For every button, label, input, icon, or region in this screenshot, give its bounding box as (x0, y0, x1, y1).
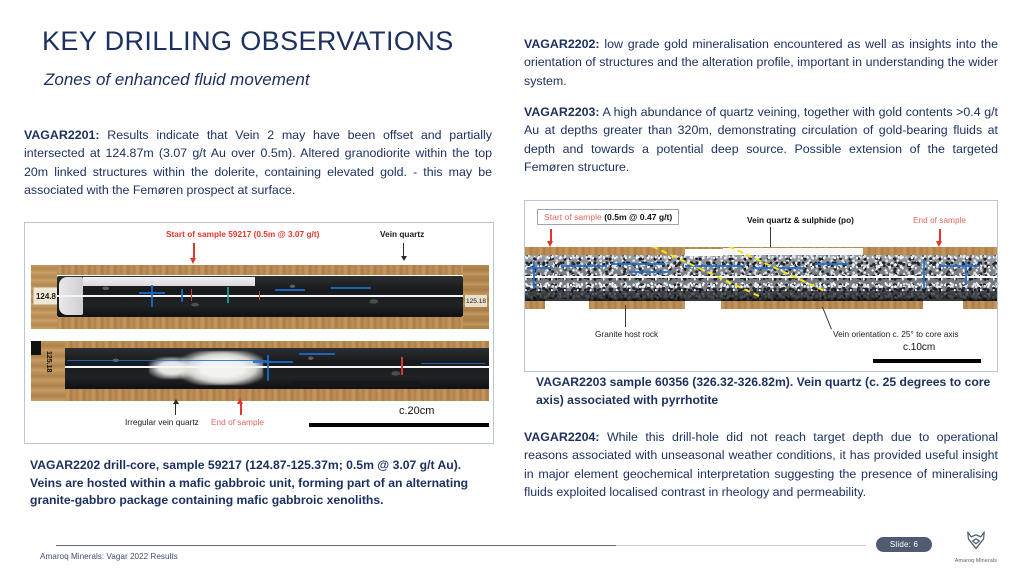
label-vagar2203: VAGAR2203: (524, 105, 600, 119)
right-drillcore-figure (524, 200, 998, 372)
granite-host-rock-leader-line (625, 305, 626, 327)
label-vagar2202: VAGAR2202: (524, 37, 600, 51)
start-arrow-head-icon (190, 258, 196, 264)
right-start-of-sample-value: (0.5m @ 0.47 g/t) (604, 212, 673, 222)
vein-quartz-arrow-head-icon (401, 256, 407, 261)
left-drillcore-figure (24, 222, 494, 444)
right-start-of-sample-label: Start of sample (544, 212, 602, 222)
text-vagar2204: While this drill-hole did not reach target depth due to operational reasons associated with unseasonal weather conditions, it has provided useful insight in major element geochemical interpretation suggesting the presence of mineralising fluids exploited localised contrast in rheology and permeability. (524, 430, 998, 500)
vein-orientation-leader-line (822, 307, 832, 330)
vein-quartz-arrow-stem (403, 243, 404, 257)
footer-source-text: Amaroq Minerals: Vagar 2022 Results (40, 552, 178, 561)
paragraph-vagar2202 (524, 35, 998, 90)
right-core-strip (525, 247, 998, 309)
label-vagar2204: VAGAR2204: (524, 430, 600, 444)
slide-number-badge: Slide: 6 (876, 537, 932, 552)
left-core-tray-bottom (31, 341, 489, 401)
start-arrow-stem (193, 243, 195, 259)
right-annotation-vein-orientation: Vein orientation c. 25° to core axis (833, 329, 959, 339)
text-vagar2203: A high abundance of quartz veining, together with gold contents >0.4 g/t Au at depths greater than 320m, demonstrating circulation of gold-bearing fluids at depth and towards a potential deep source. Possible extension of the targeted Femøren structure. (524, 105, 998, 175)
right-annotation-end-of-sample: End of sample (913, 215, 967, 225)
right-scale-label: c.10cm (903, 342, 936, 353)
left-core-tray-top (31, 265, 489, 329)
right-annotation-vein-quartz-sulphide: Vein quartz & sulphide (po) (747, 215, 854, 225)
end-of-sample-arrow-stem (240, 403, 242, 415)
left-annotation-irregular-vein-quartz: Irregular vein quartz (125, 417, 199, 427)
left-core-depth-tag-start: 124.8 (33, 287, 59, 305)
label-vagar2201: VAGAR2201: (24, 128, 100, 142)
right-annotation-granite-host-rock: Granite host rock (595, 329, 659, 339)
amaroq-logo (948, 530, 1004, 564)
irregular-quartz-arrow-stem (175, 403, 176, 415)
footer-rule-left (56, 545, 616, 546)
right-scale-bar (873, 359, 981, 363)
fox-head-logo-icon (965, 530, 987, 552)
paragraph-vagar2204 (524, 428, 998, 501)
logo-company-name: Amaroq Minerals (954, 558, 998, 564)
left-scale-label: c.20cm (399, 405, 435, 417)
left-scale-bar (309, 423, 489, 427)
paragraph-vagar2201 (24, 126, 492, 199)
irregular-quartz-arrow-head-icon (173, 399, 179, 404)
right-figure-caption: VAGAR2203 sample 60356 (326.32-326.82m). Vein quartz (c. 25 degrees to core axis) associated with pyrrhotite (536, 375, 991, 407)
left-core-depth-tag-end: 125.18 (465, 295, 487, 307)
left-annotation-end-of-sample: End of sample (211, 417, 265, 427)
footer-rule-right (616, 545, 866, 546)
bottom-tray-depth-tag: 125.18 (45, 351, 52, 373)
text-vagar2202: low grade gold mineralisation encountered as well as insights into the orientation of structures and the alteration profile, important in understanding the wider system. (524, 37, 998, 88)
paragraph-vagar2203 (524, 103, 998, 176)
text-vagar2201: Results indicate that Vein 2 may have been offset and partially intersected at 124.87m (3.07 g/t Au over 0.5m). Altered granodiorite within the top 20m linked structures within the dolerite, containing elevated gold. - this may be associated with the Femøren prospect at surface. (24, 128, 492, 198)
page-title: KEY DRILLING OBSERVATIONS (42, 26, 454, 56)
left-annotation-start-of-sample: Start of sample 59217 (0.5m @ 3.07 g/t) (166, 229, 320, 239)
right-annotation-start-of-sample-box (537, 209, 679, 225)
left-annotation-vein-quartz: Vein quartz (380, 229, 425, 239)
left-figure-caption: VAGAR2202 drill-core, sample 59217 (124.87-125.37m; 0.5m @ 3.07 g/t Au). Veins are hosted within a mafic gabbroic unit, forming part of an alternating granite-gabbro package containing mafic gabbroic xenoliths. (30, 458, 469, 508)
end-of-sample-arrow-head-icon (237, 398, 243, 404)
page-subtitle: Zones of enhanced fluid movement (44, 70, 310, 89)
